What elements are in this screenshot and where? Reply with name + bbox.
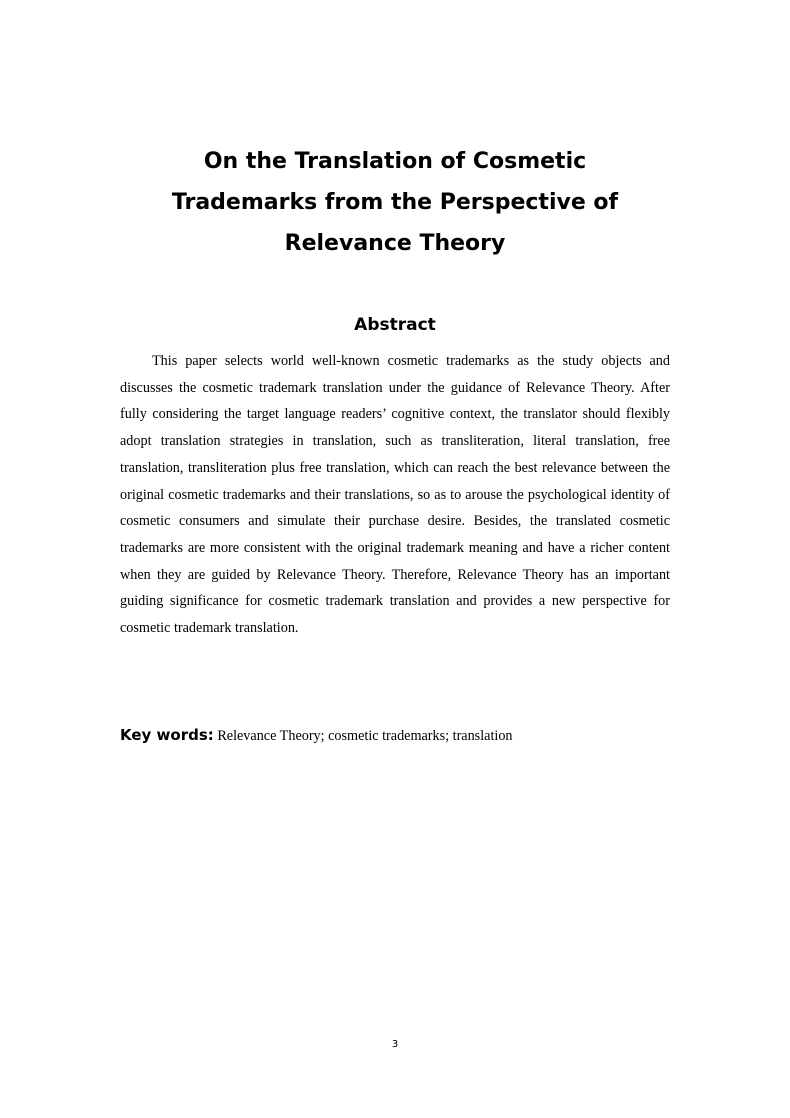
- paper-title: [100, 141, 690, 264]
- paper-title-line-2: Trademarks from the Perspective of: [171, 190, 619, 215]
- keywords-value: Relevance Theory; cosmetic trademarks; translation: [217, 728, 513, 744]
- abstract-body: This paper selects world well-known cosmetic trademarks as the study objects and discusses the cosmetic trademark translation under the guidance of Relevance Theory. After fully considering the target language readers’ cognitive context, the translator should flexibly adopt translation strategies in translation, such as transliteration, literal translation, free translation, transliteration plus free translation, which can reach the best relevance between the original cosmetic trademarks and their translations, so as to arouse the psychological identity of cosmetic consumers and simulate their purchase desire. Besides, the translated cosmetic trademarks are more consistent with the original trademark meaning and have a richer content when they are guided by Relevance Theory. Therefore, Relevance Theory has an important guiding significance for cosmetic trademark translation and provides a new perspective for cosmetic trademark translation.: [120, 353, 670, 637]
- page-number: 3: [391, 1039, 399, 1050]
- paper-title-line-1: On the Translation of Cosmetic: [203, 149, 587, 174]
- abstract-heading: Abstract: [354, 315, 436, 335]
- keywords-label: Key words:: [120, 726, 214, 744]
- keywords-line: [120, 722, 670, 749]
- paper-title-line-3: Relevance Theory: [284, 231, 506, 256]
